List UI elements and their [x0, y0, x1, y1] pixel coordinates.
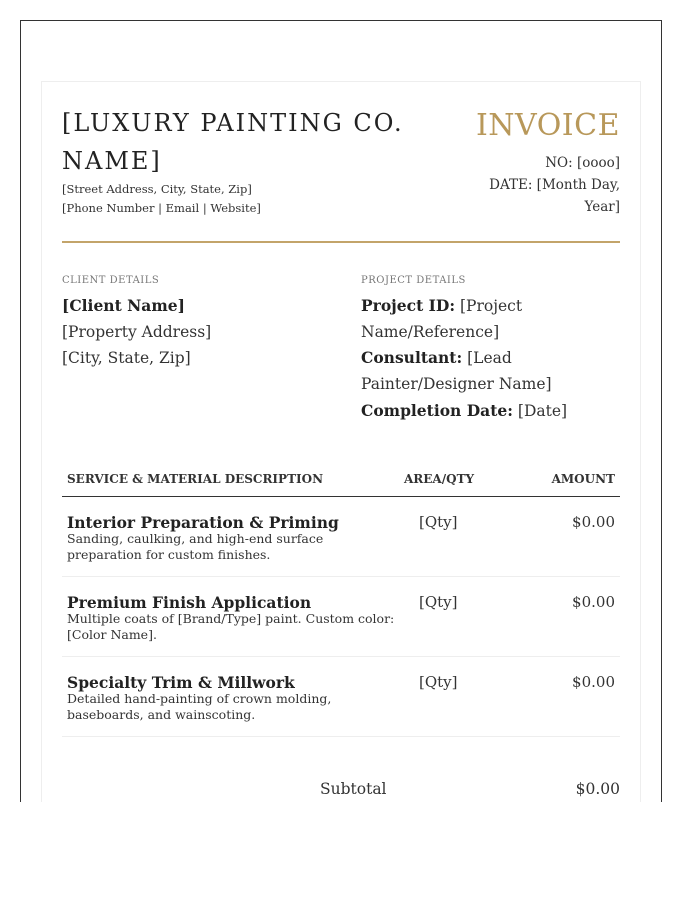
client-details: [62, 293, 322, 371]
row-title: Interior Preparation & Priming: [67, 513, 339, 532]
header-description: SERVICE & MATERIAL DESCRIPTION: [67, 472, 324, 486]
client-address: [Property Address]: [62, 323, 212, 341]
header-divider: [62, 241, 620, 243]
company-contact: [Phone Number | Email | Website]: [62, 201, 261, 215]
row-description: Sanding, caulking, and high-end surface preparation for custom finishes.: [67, 531, 324, 562]
invoice-date: DATE: [Month Day, Year]: [489, 177, 620, 215]
project-id: [361, 293, 591, 345]
completion-value: [Date]: [517, 401, 568, 420]
client-city: [City, State, Zip]: [62, 349, 191, 367]
subtotal-label: Subtotal: [320, 780, 387, 798]
row-description: Multiple coats of [Brand/Type] paint. Custom color: [Color Name].: [67, 611, 395, 642]
consultant-value: [Lead Painter/Designer Name]: [361, 349, 552, 394]
row-qty: [Qty]: [419, 593, 458, 611]
row-amount: $0.00: [572, 593, 615, 611]
table-row: [62, 497, 620, 577]
company-info: [62, 180, 382, 218]
invoice-number: NO: [oooo]: [545, 155, 620, 171]
header-amount: AMOUNT: [551, 472, 615, 486]
row-qty: [Qty]: [419, 673, 458, 691]
project-id-value: [Project Name/Reference]: [361, 297, 523, 341]
project-consultant: [361, 345, 591, 397]
invoice-meta: [460, 152, 620, 218]
company-name: [LUXURY PAINTING CO. NAME]: [62, 109, 404, 175]
row-description: Detailed hand-painting of crown molding, baseboards, and wainscoting.: [67, 691, 332, 722]
page-frame: [20, 20, 662, 802]
invoice-sheet: [41, 81, 641, 802]
project-id-key: Project ID:: [361, 296, 456, 315]
table-header: [62, 462, 620, 497]
client-details-label: CLIENT DETAILS: [62, 275, 160, 286]
invoice-title: INVOICE: [475, 108, 620, 143]
header-qty: AREA/QTY: [404, 472, 475, 486]
consultant-key: Consultant:: [361, 348, 463, 368]
subtotal-value: $0.00: [575, 780, 620, 798]
project-completion: [361, 398, 591, 425]
project-details: [361, 293, 591, 425]
project-details-label: PROJECT DETAILS: [361, 275, 466, 286]
row-amount: $0.00: [572, 673, 615, 691]
row-amount: $0.00: [572, 513, 615, 531]
company-address: [Street Address, City, State, Zip]: [62, 182, 252, 196]
table-row: [62, 657, 620, 737]
row-qty: [Qty]: [419, 513, 458, 531]
services-table: [62, 462, 620, 737]
row-title: Specialty Trim & Millwork: [67, 673, 295, 692]
row-title: Premium Finish Application: [67, 593, 312, 612]
table-row: [62, 577, 620, 657]
client-name: [Client Name]: [62, 296, 185, 315]
completion-key: Completion Date:: [361, 400, 513, 420]
